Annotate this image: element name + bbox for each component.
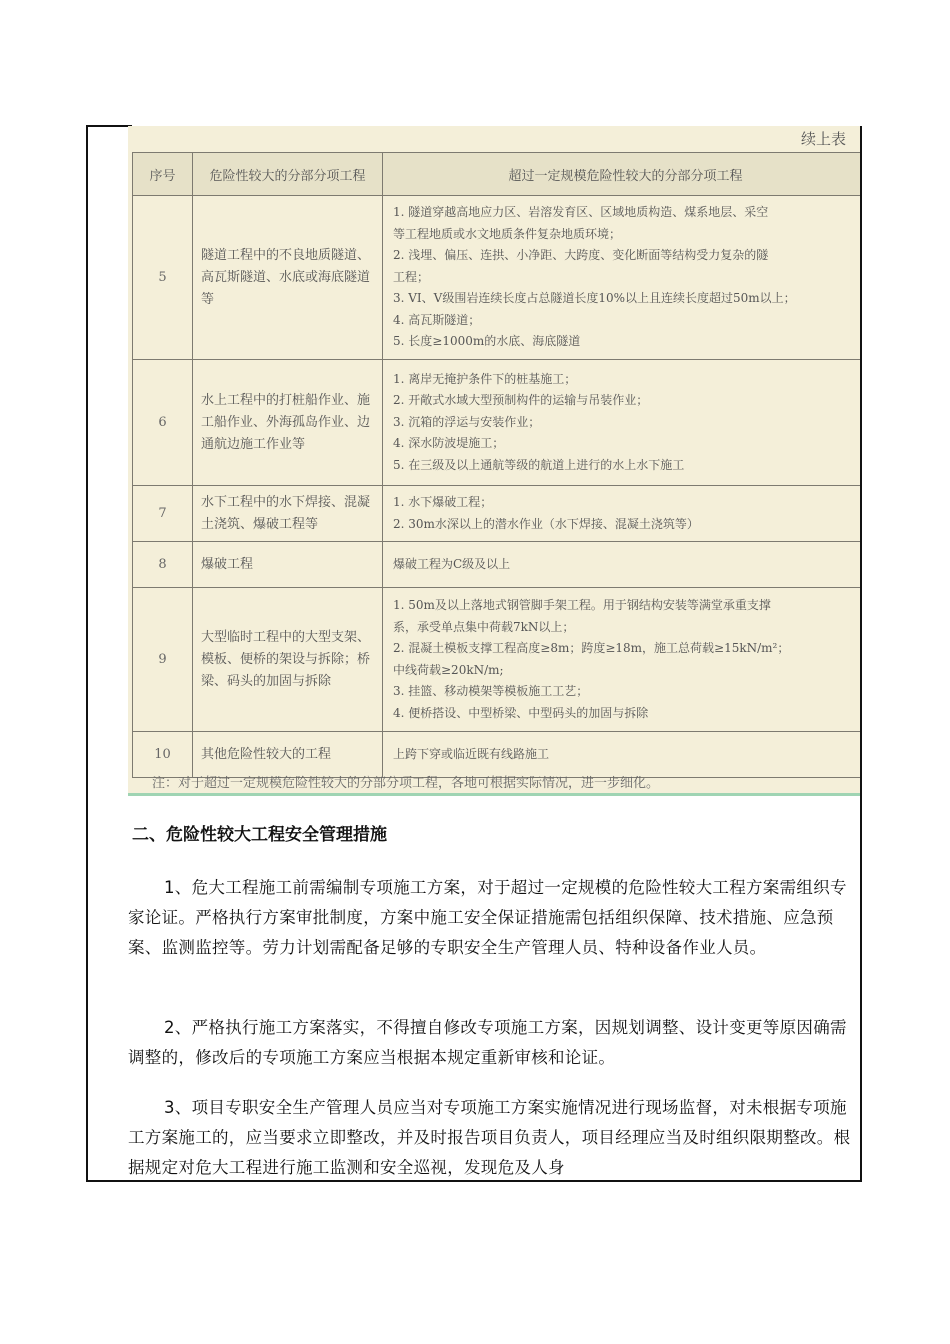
row-details (383, 732, 861, 778)
row-category: 大型临时工程中的大型支架、模板、便桥的架设与拆除；桥梁、码头的加固与拆除 (193, 588, 383, 732)
table-row (133, 360, 861, 486)
table-header-row (133, 153, 861, 196)
row-category: 其他危险性较大的工程 (193, 732, 383, 778)
row-number: 5 (133, 196, 193, 360)
row-details (383, 360, 861, 486)
row-number: 8 (133, 542, 193, 588)
detail-line: 3. 挂篮、移动模架等模板施工工艺； (393, 684, 589, 698)
detail-line: 3. VI、V级围岩连续长度占总隧道长度10%以上且连续长度超过50m以上； (393, 291, 796, 306)
row-details (383, 486, 861, 542)
section-heading: 二、危险性较大工程安全管理措施 (132, 825, 387, 845)
detail-line: 工程； (393, 269, 430, 284)
continued-label: 续上表 (800, 130, 846, 148)
scan-edge-line (128, 793, 860, 796)
table-row (133, 732, 861, 778)
detail-line: 5. 长度≥1000m的水底、海底隧道 (393, 334, 581, 349)
detail-line: 2. 开敞式水域大型预制构件的运输与吊装作业； (393, 393, 649, 408)
detail-line: 2. 30m水深以上的潜水作业（水下焊接、混凝土浇筑等） (393, 516, 699, 531)
detail-line: 1. 离岸无掩护条件下的桩基施工； (393, 371, 577, 386)
table-row (133, 588, 861, 732)
detail-line: 等工程地质或水文地质条件复杂地质环境； (393, 226, 622, 241)
header-details: 超过一定规模危险性较大的分部分项工程 (383, 153, 861, 196)
detail-line: 1. 50m及以上落地式钢管脚手架工程。用于钢结构安装等满堂承重支撑 (393, 598, 771, 612)
table-note: 注：对于超过一定规模危险性较大的分部分项工程，各地可根据实际情况，进一步细化。 (152, 776, 660, 791)
header-category: 危险性较大的分部分项工程 (193, 153, 383, 196)
row-details (383, 196, 861, 360)
row-details (383, 542, 861, 588)
detail-line: 4. 高瓦斯隧道； (393, 312, 481, 327)
detail-line: 2. 浅埋、偏压、连拱、小净距、大跨度、变化断面等结构受力复杂的隧 (393, 248, 769, 263)
row-number: 10 (133, 732, 193, 778)
table-row (133, 486, 861, 542)
detail-line: 上跨下穿或临近既有线路施工 (393, 746, 550, 761)
row-number: 7 (133, 486, 193, 542)
header-number: 序号 (133, 153, 193, 196)
detail-line: 4. 深水防波堤施工； (393, 436, 505, 451)
detail-line: 2. 混凝土模板支撑工程高度≥8m；跨度≥18m，施工总荷载≥15kN/m²； (393, 641, 790, 655)
detail-line: 3. 沉箱的浮运与安装作业； (393, 414, 541, 429)
row-details (383, 588, 861, 732)
detail-line: 1. 水下爆破工程； (393, 495, 493, 509)
detail-line: 1. 隧道穿越高地应力区、岩溶发育区、区域地质构造、煤系地层、采空 (393, 205, 769, 220)
paragraph-2: 2、严格执行施工方案落实，不得擅自修改专项施工方案，因规划调整、设计变更等原因确需调整的，修改后的专项施工方案应当根据本规定重新审核和论证。 (128, 1018, 847, 1067)
detail-line: 5. 在三级及以上通航等级的航道上进行的水上水下施工 (393, 457, 685, 472)
row-number: 6 (133, 360, 193, 486)
detail-line: 爆破工程为C级及以上 (393, 556, 511, 571)
paragraph-1: 1、危大工程施工前需编制专项施工方案，对于超过一定规模的危险性较大工程方案需组织专家论证。严格执行方案审批制度，方案中施工安全保证措施需包括组织保障、技术措施、应急预案、监测监控等。劳力计划需配备足够的专职安全生产管理人员、特种设备作业人员。 (128, 878, 847, 957)
table-row (133, 542, 861, 588)
row-category: 水上工程中的打桩船作业、施工船作业、外海孤岛作业、边通航边施工作业等 (193, 360, 383, 486)
detail-line: 中线荷载≥20kN/m; (393, 662, 504, 677)
table-row (133, 196, 861, 360)
detail-line: 4. 便桥搭设、中型桥梁、中型码头的加固与拆除 (393, 705, 649, 720)
paragraph-3: 3、项目专职安全生产管理人员应当对专项施工方案实施情况进行现场监督，对未根据专项施工方案施工的，应当要求立即整改，并及时报告项目负责人，项目经理应当及时组织限期整改。根据规定对危大工程进行施工监测和安全巡视，发现危及人身 (128, 1098, 851, 1177)
scanned-table-image (128, 126, 860, 796)
row-category: 水下工程中的水下焊接、混凝土浇筑、爆破工程等 (193, 486, 383, 542)
row-category: 爆破工程 (193, 542, 383, 588)
row-category: 隧道工程中的不良地质隧道、高瓦斯隧道、水底或海底隧道等 (193, 196, 383, 360)
hazard-table (132, 152, 860, 778)
detail-line: 系，承受单点集中荷载7kN以上； (393, 619, 575, 634)
row-number: 9 (133, 588, 193, 732)
